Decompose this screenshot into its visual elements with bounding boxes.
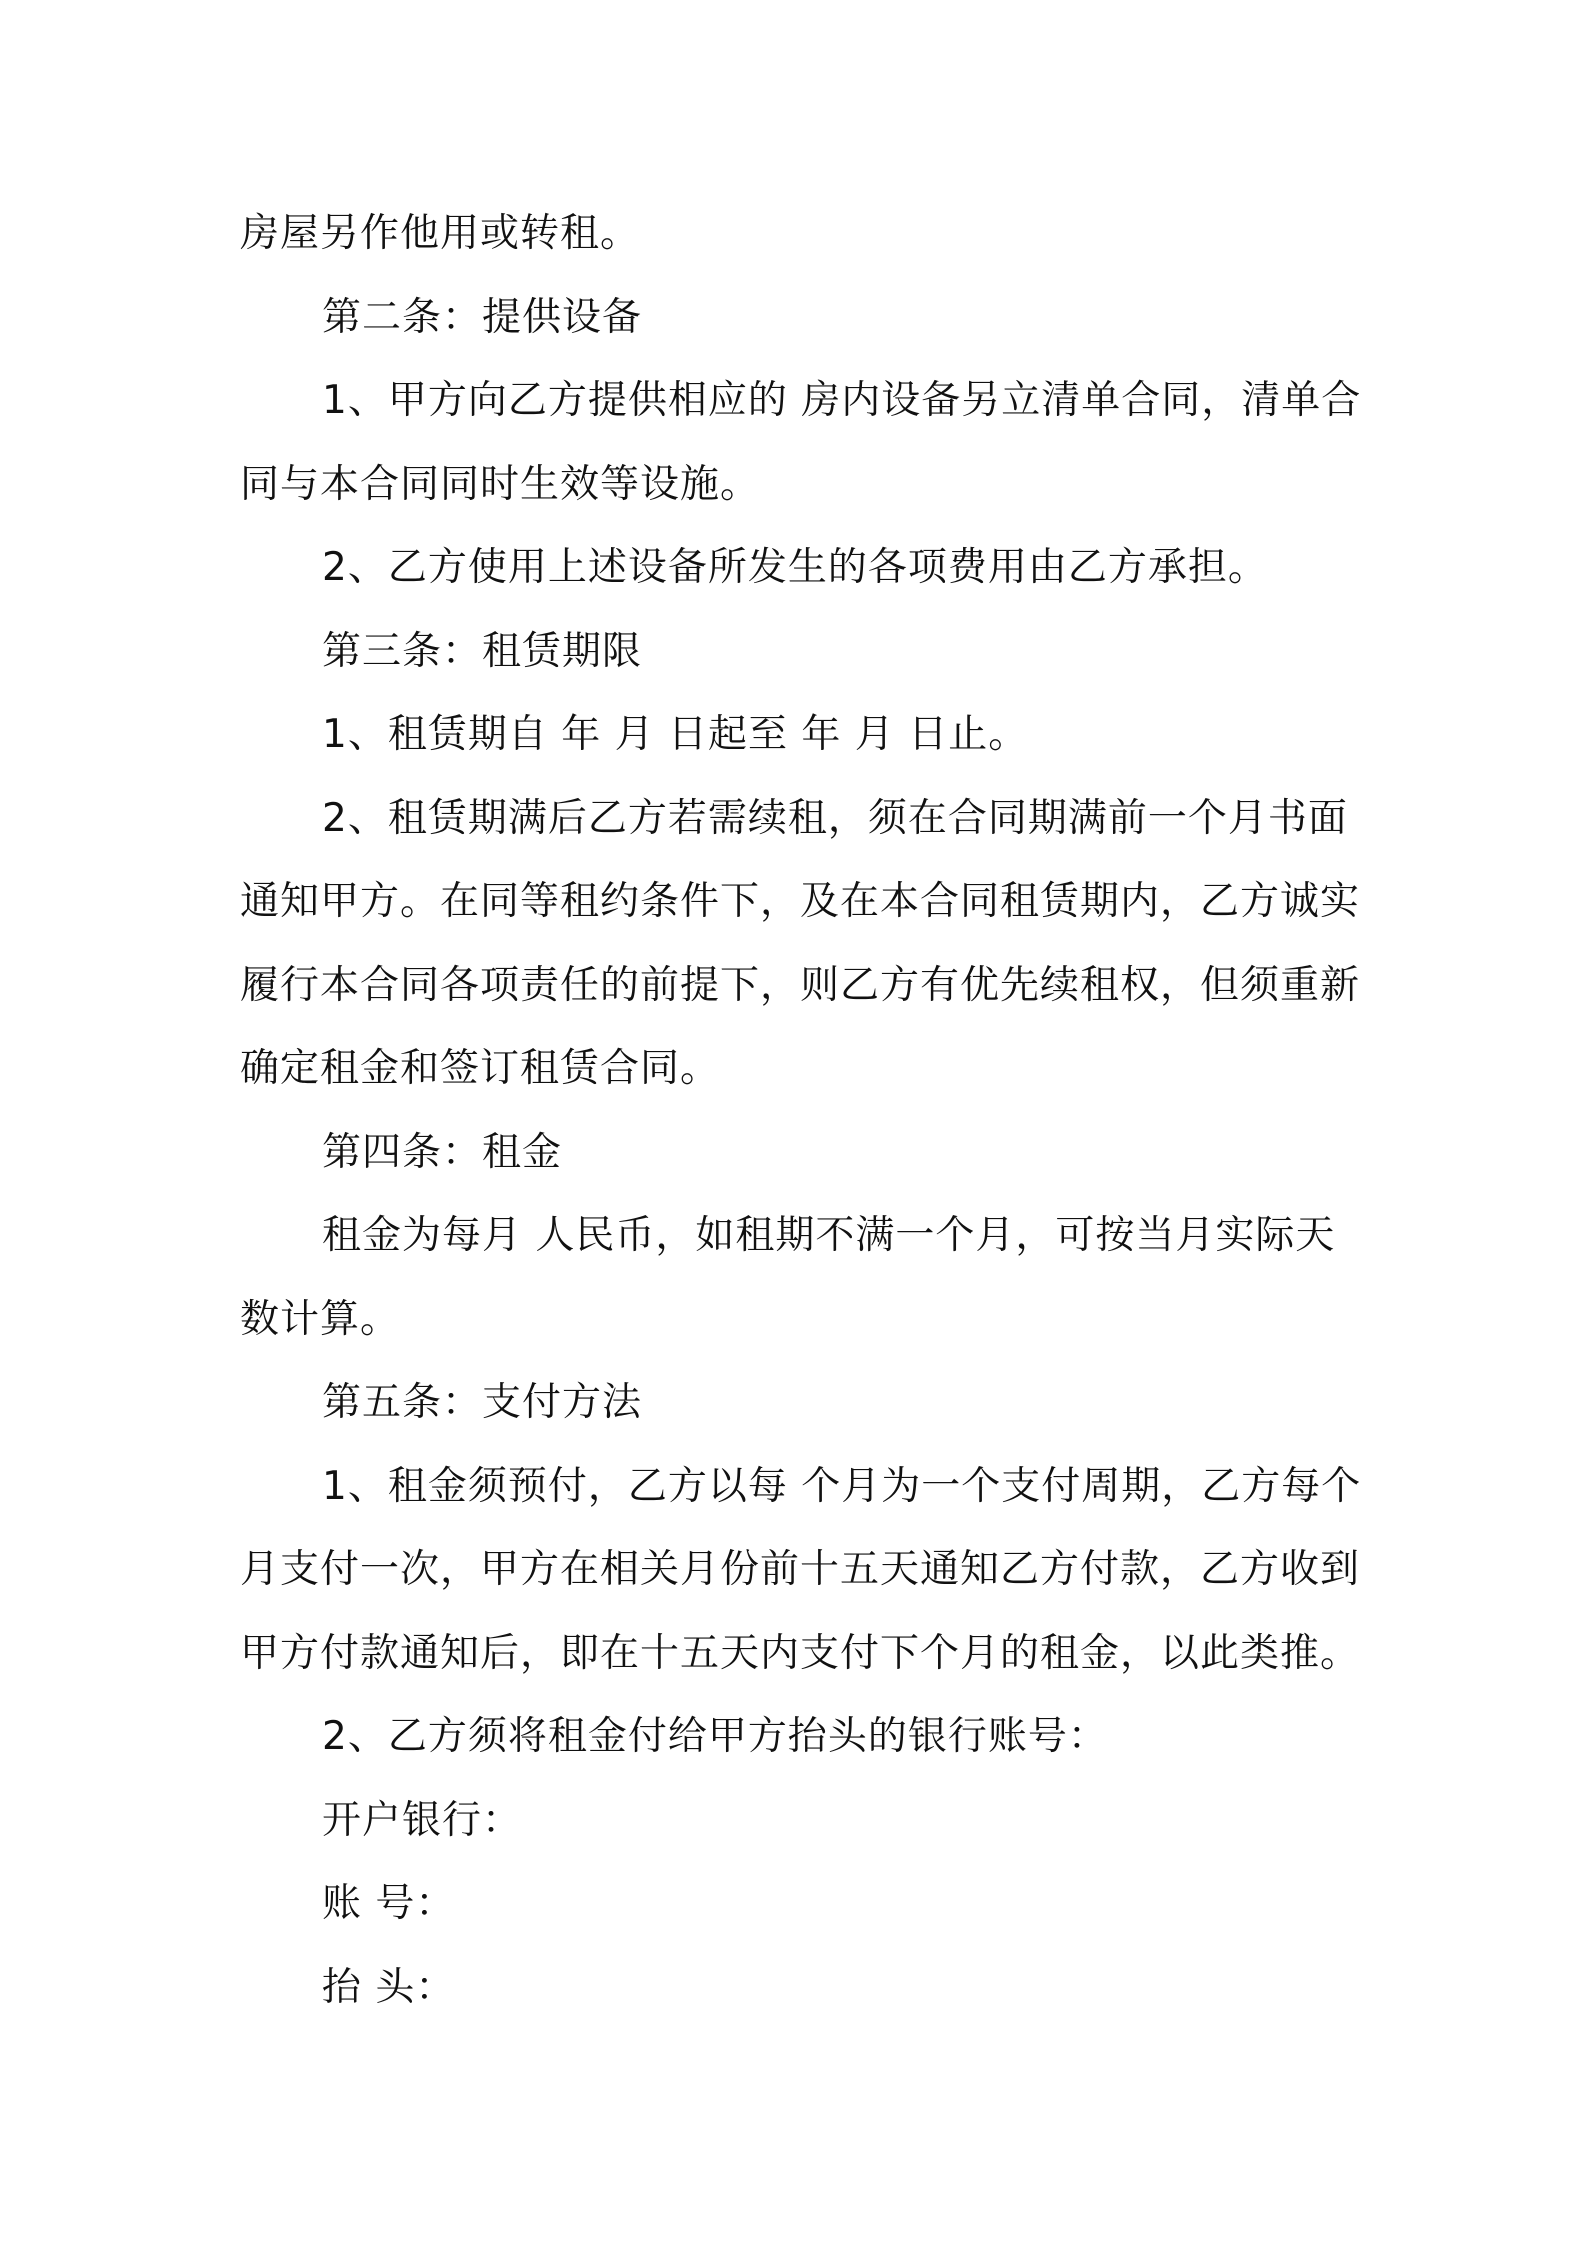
bank-name-label: 开户银行： <box>322 1797 523 1843</box>
paragraph-line: 租金为每月 人民币，如租期不满一个月，可按当月实际天 <box>322 1213 1336 1258</box>
paragraph-line: 确定租金和签订租赁合同。 <box>240 1046 721 1091</box>
paragraph-line: 1、租赁期自 年 月 日起至 年 月 日止。 <box>322 712 1029 757</box>
paragraph-line: 2、乙方使用上述设备所发生的各项费用由乙方承担。 <box>322 545 1268 590</box>
article-4-heading: 第四条：租金 <box>322 1129 563 1175</box>
paragraph-line: 1、甲方向乙方提供相应的 房内设备另立清单合同，清单合 <box>322 378 1362 423</box>
paragraph-line: 房屋另作他用或转租。 <box>240 211 641 256</box>
paragraph-line: 2、乙方须将租金付给甲方抬头的银行账号： <box>322 1714 1108 1759</box>
paragraph-line: 1、租金须预付，乙方以每 个月为一个支付周期，乙方每个 <box>322 1463 1362 1509</box>
article-2-heading: 第二条：提供设备 <box>322 294 643 340</box>
account-number-label: 账 号： <box>322 1881 456 1926</box>
article-3-heading: 第三条：租赁期限 <box>322 628 643 674</box>
paragraph-line: 同与本合同同时生效等设施。 <box>240 461 761 507</box>
paragraph-line: 履行本合同各项责任的前提下，则乙方有优先续租权，但须重新 <box>240 962 1361 1008</box>
paragraph-line: 数计算。 <box>240 1296 401 1342</box>
paragraph-line: 甲方付款通知后，即在十五天内支付下个月的租金，以此类推。 <box>240 1630 1361 1676</box>
contract-body <box>240 192 1362 2029</box>
paragraph-line: 2、租赁期满后乙方若需续租，须在合同期满前一个月书面 <box>322 795 1348 841</box>
account-holder-label: 抬 头： <box>322 1964 456 2010</box>
paragraph-line: 月支付一次，甲方在相关月份前十五天通知乙方付款，乙方收到 <box>240 1547 1361 1592</box>
paragraph-line: 通知甲方。在同等租约条件下，及在本合同租赁期内，乙方诚实 <box>240 879 1361 924</box>
article-5-heading: 第五条：支付方法 <box>322 1380 643 1425</box>
